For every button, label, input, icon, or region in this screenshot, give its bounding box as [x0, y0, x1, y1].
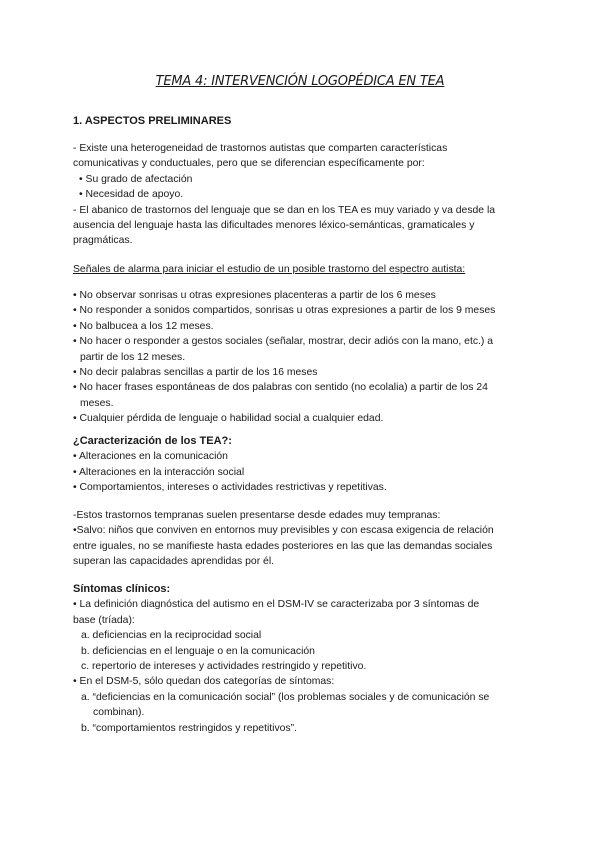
paragraph-line: - El abanico de trastornos del lenguaje que se dan en los TEA es muy variado y va desde la: [73, 204, 496, 216]
list-item: • No observar sonrisas u otras expresiones placenteras a partir de los 6 meses: [73, 290, 436, 301]
list-item-continuation: meses.: [80, 397, 114, 409]
list-item-continuation: partir de los 12 meses.: [80, 351, 186, 363]
paragraph-line: comunicativas y conductuales, pero que se diferencian específicamente por:: [73, 158, 425, 170]
sintomas-heading: Síntomas clínicos:: [73, 583, 171, 595]
list-item: • Necesidad de apoyo.: [79, 189, 184, 201]
list-item: • No responder a sonidos compartidos, sonrisas u otras expresiones a partir de los 9 meses: [73, 305, 496, 317]
sub-item: b. deficiencias en el lenguaje o en la comunicación: [81, 645, 315, 657]
paragraph-line: pragmáticas.: [73, 235, 133, 247]
list-item: • Comportamientos, intereses o actividades restrictivas y repetitivas.: [73, 482, 387, 494]
list-item: • Su grado de afectación: [79, 173, 193, 185]
list-item: • No balbucea a los 12 meses.: [73, 320, 214, 332]
alarm-section: [73, 262, 533, 277]
list-item: • La definición diagnóstica del autismo en el DSM-IV se caracterizaba por 3 síntomas de: [73, 599, 480, 611]
alarm-heading: Señales de alarma para iniciar el estudio de un posible trastorno del espectro autista:: [73, 264, 466, 275]
sub-item: a. “deficiencias en la comunicación social” (los problemas sociales y de comunicación se: [81, 691, 490, 703]
section-heading: 1. ASPECTOS PRELIMINARES: [73, 115, 232, 127]
list-item: • En el DSM-5, sólo quedan dos categorías de síntomas:: [73, 676, 335, 688]
section-preliminares: [73, 114, 533, 129]
sub-item: c. repertorio de intereses y actividades restringido y repetitivo.: [81, 661, 367, 673]
sub-item-continuation: combinan).: [93, 707, 145, 719]
list-item-continuation: base (tríada):: [73, 614, 135, 626]
sub-item: a. deficiencias en la reciprocidad social: [81, 630, 262, 642]
list-item: • Alteraciones en la comunicación: [73, 451, 228, 463]
sub-item: b. “comportamientos restringidos y repetitivos”.: [81, 722, 297, 734]
paragraph-line: ausencia del lenguaje hasta las dificultades menores léxico-semánticas, gramaticales y: [73, 220, 475, 232]
list-item: • No hacer frases espontáneas de dos palabras con sentido (no ecolalia) a partir de los 24: [73, 382, 488, 394]
caracterizacion-section: [73, 434, 533, 496]
paragraph-line: •Salvo: niños que conviven en entornos muy previsibles y con escasa exigencia de relación: [73, 525, 494, 537]
alarm-list: [73, 288, 533, 427]
document-title: TEMA 4: INTERVENCIÓN LOGOPÉDICA EN TEA: [155, 74, 445, 89]
paragraph-line: - Existe una heterogeneidad de trastornos autistas que comparten características: [73, 143, 448, 154]
list-item: • No hacer o responder a gestos sociales (señalar, mostrar, decir adiós con la mano, etc.) a: [73, 336, 494, 348]
paragraph-line: superan las capacidades aprendidas por él.: [73, 556, 275, 568]
paragraph-line: -Estos trastornos tempranas suelen presentarse desde edades muy tempranas:: [73, 510, 441, 521]
caracterizacion-heading: ¿Caracterización de los TEA?:: [73, 435, 232, 447]
list-item: • Alteraciones en la interacción social: [73, 466, 245, 478]
list-item: • Cualquier pérdida de lenguaje o habilidad social a cualquier edad.: [73, 413, 384, 425]
early-onset-section: [73, 508, 533, 570]
paragraph-line: entre iguales, no se manifieste hasta edades posteriores en las que las demandas sociales: [73, 540, 493, 552]
section-preliminares-body: [73, 141, 533, 249]
sintomas-section: [73, 582, 533, 736]
list-item: • No decir palabras sencillas a partir de los 16 meses: [73, 367, 318, 379]
